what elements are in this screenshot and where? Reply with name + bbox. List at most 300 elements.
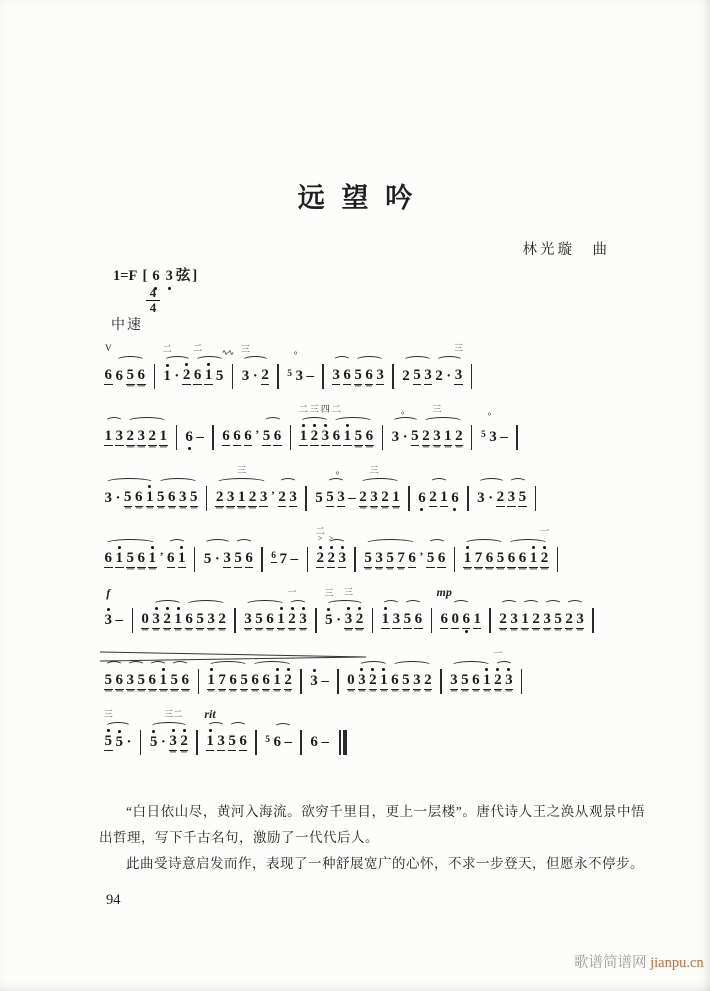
note-digit: 6 bbox=[310, 734, 318, 750]
note-token bbox=[413, 667, 422, 695]
note-digit: 3 bbox=[104, 612, 112, 628]
note-token bbox=[273, 729, 282, 756]
note-token bbox=[337, 484, 346, 512]
note-digit: 1 bbox=[483, 672, 491, 688]
note-token bbox=[137, 667, 146, 695]
fingering-annotation: 二 bbox=[315, 526, 325, 536]
measure bbox=[434, 585, 488, 634]
barline bbox=[471, 364, 472, 389]
note-token bbox=[162, 344, 172, 390]
barline bbox=[305, 486, 306, 511]
measure bbox=[471, 484, 533, 512]
note-token bbox=[203, 546, 212, 573]
note-token bbox=[510, 606, 519, 634]
slur-arc bbox=[509, 478, 527, 487]
note-token bbox=[146, 484, 155, 512]
note-digit: 6 bbox=[167, 550, 175, 566]
note-token bbox=[493, 648, 503, 695]
note-token bbox=[137, 362, 146, 390]
key-label: 1=F bbox=[113, 268, 137, 284]
slur-arc bbox=[149, 661, 167, 670]
note-digit: – bbox=[321, 734, 329, 750]
note-token bbox=[354, 362, 363, 390]
note-digit: 6 bbox=[418, 490, 426, 506]
slur-arc bbox=[186, 600, 226, 609]
note-digit: 2 bbox=[284, 672, 292, 688]
note-token bbox=[437, 545, 446, 573]
note-token bbox=[152, 606, 161, 634]
note-digit: 3 bbox=[207, 611, 215, 627]
note-token bbox=[245, 545, 254, 573]
note-digit: 6 bbox=[185, 611, 193, 627]
note-digit: 3 bbox=[259, 489, 268, 505]
barline bbox=[535, 486, 536, 511]
note-digit: – bbox=[196, 429, 204, 445]
note-token bbox=[444, 423, 453, 451]
note-token bbox=[204, 362, 213, 390]
measure bbox=[98, 484, 204, 512]
note-digit: 3 bbox=[152, 611, 160, 627]
note-token bbox=[207, 606, 216, 634]
dynamic-marking: rit bbox=[204, 707, 216, 721]
note-digit: 5 bbox=[402, 672, 410, 688]
slur-arc bbox=[229, 722, 247, 731]
note-token bbox=[429, 484, 438, 512]
note-digit: 2 bbox=[148, 428, 156, 444]
measure bbox=[457, 526, 555, 573]
note-token bbox=[419, 547, 424, 573]
time-signature bbox=[146, 287, 160, 314]
barline bbox=[322, 364, 323, 389]
note-digit: 1 bbox=[159, 428, 167, 444]
octave-dot-high bbox=[152, 730, 155, 733]
note-digit: 3 bbox=[115, 428, 123, 444]
note-digit: 5 bbox=[126, 550, 134, 566]
score-line bbox=[98, 526, 673, 573]
measure bbox=[341, 667, 439, 695]
measure bbox=[396, 343, 469, 390]
note-digit: 0 bbox=[141, 611, 149, 627]
note-token bbox=[347, 667, 356, 695]
note-digit: 3 bbox=[358, 672, 366, 688]
note-token bbox=[411, 423, 420, 451]
note-token bbox=[244, 606, 253, 634]
note-token bbox=[408, 545, 417, 573]
note-token bbox=[364, 545, 373, 573]
harmonic-icon: ° bbox=[400, 410, 405, 420]
note-digit: 3 bbox=[289, 489, 297, 505]
page-title: 远望吟 bbox=[297, 183, 429, 213]
note-digit: 6 bbox=[245, 550, 253, 566]
note-token bbox=[454, 343, 464, 390]
note-token bbox=[565, 606, 574, 634]
measure bbox=[385, 404, 469, 451]
note-digit: 6 bbox=[266, 611, 274, 627]
note-digit: 2 bbox=[402, 368, 410, 384]
note-digit: 1 bbox=[273, 672, 281, 688]
note-token bbox=[500, 424, 509, 451]
program-notes bbox=[99, 799, 645, 877]
measure bbox=[265, 546, 305, 573]
note-token bbox=[359, 484, 368, 512]
measure bbox=[293, 404, 380, 451]
note-token bbox=[190, 484, 199, 512]
note-token bbox=[237, 465, 247, 512]
note-digit: 3 bbox=[226, 489, 235, 505]
note-digit: 3 bbox=[126, 672, 134, 688]
slur-arc bbox=[300, 417, 329, 426]
slur-arc bbox=[116, 356, 145, 365]
note-token bbox=[126, 545, 135, 573]
note-digit: 2 bbox=[435, 368, 443, 384]
dynamic-marking: f bbox=[106, 586, 111, 600]
note-token bbox=[180, 728, 189, 756]
note-digit: · bbox=[402, 429, 408, 445]
dynamic-marking: mp bbox=[436, 585, 452, 599]
program-note-paragraph: “白日依山尽，黄河入海流。欲穷千里目，更上一层楼”。唐代诗人王之涣从观景中悟出哲理，写下千古名句，激励了一代代后人。 bbox=[99, 804, 645, 845]
fingering-annotation: 三 bbox=[324, 588, 334, 598]
measure bbox=[444, 648, 520, 695]
note-token bbox=[485, 545, 494, 573]
measure bbox=[201, 667, 299, 695]
note-token bbox=[103, 709, 113, 756]
note-token bbox=[331, 404, 341, 451]
fingering-annotation: 二 bbox=[298, 404, 308, 414]
note-digit: 3 bbox=[507, 489, 516, 505]
note-digit: 6 bbox=[135, 489, 143, 505]
note-token bbox=[336, 607, 342, 634]
note-token bbox=[326, 470, 340, 512]
note-token bbox=[273, 423, 282, 451]
note-token bbox=[126, 667, 135, 695]
score-line bbox=[98, 465, 673, 512]
note-digit: 3 bbox=[299, 611, 307, 627]
measure bbox=[235, 344, 275, 390]
barline bbox=[300, 730, 301, 755]
note-token bbox=[196, 606, 205, 634]
note-token bbox=[157, 484, 166, 512]
slur-arc bbox=[392, 417, 419, 426]
note-token bbox=[375, 545, 384, 573]
note-token bbox=[391, 667, 400, 695]
note-digit: 6 bbox=[462, 611, 470, 627]
slur-arc bbox=[544, 600, 562, 609]
note-token bbox=[521, 606, 530, 634]
slur-arc bbox=[355, 356, 384, 365]
note-token bbox=[244, 423, 253, 451]
barline bbox=[408, 486, 409, 511]
note-token bbox=[215, 484, 224, 512]
harmonic-icon: ° bbox=[293, 350, 298, 360]
slur-arc bbox=[105, 539, 156, 548]
octave-dot-high bbox=[319, 546, 322, 549]
note-digit: 2 bbox=[422, 428, 430, 444]
barline bbox=[206, 486, 207, 511]
note-token bbox=[320, 404, 330, 451]
watermark-domain: jianpu.cn bbox=[650, 955, 704, 971]
note-digit: 5 bbox=[104, 672, 112, 688]
note-digit: 5 bbox=[149, 734, 158, 750]
note-digit: 5 bbox=[364, 550, 372, 566]
measure bbox=[197, 545, 259, 573]
note-digit: 3 bbox=[344, 611, 353, 627]
note-digit: 1 bbox=[392, 489, 400, 505]
note-digit: 6 bbox=[437, 550, 446, 566]
note-token bbox=[424, 667, 433, 695]
note-digit: · bbox=[336, 612, 342, 628]
note-token bbox=[413, 362, 422, 390]
note-token bbox=[424, 362, 433, 390]
note-token bbox=[343, 587, 353, 634]
measure bbox=[143, 709, 194, 756]
note-digit: · bbox=[126, 734, 132, 750]
note-token bbox=[289, 484, 298, 512]
note-token bbox=[104, 423, 113, 451]
barline bbox=[557, 547, 558, 572]
fingering-annotation: 四 bbox=[320, 404, 330, 414]
note-digit: 2 bbox=[215, 489, 224, 505]
barline bbox=[234, 608, 235, 633]
note-token bbox=[217, 728, 226, 756]
note-digit: 6 bbox=[391, 672, 399, 688]
note-digit: 5 bbox=[190, 489, 198, 505]
note-token bbox=[265, 730, 271, 756]
barline bbox=[471, 425, 472, 450]
note-token bbox=[135, 484, 144, 512]
note-token bbox=[164, 709, 183, 756]
octave-dot-high bbox=[107, 608, 110, 611]
note-digit: 6 bbox=[137, 550, 145, 566]
note-digit: 2 bbox=[327, 550, 335, 566]
note-token bbox=[215, 348, 234, 390]
page-number: 94 bbox=[106, 892, 121, 908]
note-token bbox=[518, 484, 527, 512]
note-token bbox=[380, 667, 389, 695]
note-digit: 6 bbox=[233, 428, 241, 444]
note-token bbox=[343, 362, 352, 390]
note-digit: 2 bbox=[359, 489, 367, 505]
note-digit: 5 bbox=[137, 672, 145, 688]
slur-arc bbox=[153, 600, 182, 609]
note-digit: 6 bbox=[507, 550, 516, 566]
slur-arc bbox=[382, 600, 400, 609]
note-token bbox=[315, 485, 324, 512]
slur-arc bbox=[216, 478, 267, 487]
slur-arc bbox=[208, 661, 248, 670]
note-digit: 3 bbox=[413, 672, 421, 688]
note-digit: 6 bbox=[115, 368, 123, 384]
note-token bbox=[403, 606, 412, 634]
note-token bbox=[532, 606, 541, 634]
note-digit: 1 bbox=[237, 489, 246, 505]
measure bbox=[304, 668, 336, 695]
note-digit: 5 bbox=[170, 672, 178, 688]
note-token bbox=[115, 667, 124, 695]
note-digit: 1 bbox=[381, 611, 390, 627]
measure bbox=[98, 709, 138, 756]
slur-arc bbox=[195, 356, 224, 365]
fingering-annotation: 三 bbox=[309, 404, 319, 414]
note-token bbox=[386, 545, 395, 573]
note-token bbox=[473, 606, 482, 634]
note-token bbox=[343, 423, 352, 451]
note-token bbox=[432, 404, 442, 451]
slur-arc bbox=[464, 539, 504, 548]
note-token bbox=[365, 423, 374, 451]
slur-arc bbox=[245, 600, 285, 609]
note-token bbox=[233, 423, 242, 451]
note-token bbox=[381, 606, 390, 634]
tempo-marking: 中速 bbox=[111, 318, 143, 333]
note-token bbox=[261, 362, 270, 390]
note-digit: 6 bbox=[222, 428, 230, 444]
note-digit: 5 bbox=[554, 611, 562, 627]
slur-arc bbox=[495, 661, 513, 670]
note-digit: 5 bbox=[325, 612, 333, 628]
note-digit: 2 bbox=[182, 367, 191, 383]
note-digit: 6 bbox=[115, 672, 123, 688]
note-token bbox=[255, 425, 260, 451]
note-token bbox=[358, 667, 367, 695]
note-token bbox=[463, 545, 472, 573]
note-digit: 3 bbox=[241, 368, 250, 384]
slur-arc bbox=[127, 417, 167, 426]
note-token bbox=[115, 607, 124, 634]
barline bbox=[354, 547, 355, 572]
note-digit: 1 bbox=[174, 611, 182, 627]
note-digit: 6 bbox=[239, 733, 247, 749]
note-digit: 2 bbox=[424, 672, 432, 688]
note-token bbox=[234, 545, 243, 573]
note-digit: 3 bbox=[217, 733, 225, 749]
slur-arc bbox=[452, 600, 470, 609]
note-token bbox=[483, 667, 492, 695]
note-digit: ’ bbox=[159, 549, 164, 563]
note-digit: 1 bbox=[206, 733, 214, 749]
note-digit: ’ bbox=[255, 427, 260, 441]
note-digit: 2 bbox=[163, 611, 171, 627]
note-token bbox=[496, 545, 505, 573]
note-digit: 7 bbox=[218, 672, 226, 688]
slur-arc bbox=[289, 600, 307, 609]
slur-arc bbox=[164, 356, 191, 365]
note-digit: 6 bbox=[251, 672, 259, 688]
note-token bbox=[543, 606, 552, 634]
bracket-right: ] bbox=[192, 268, 198, 284]
note-digit: 2 bbox=[532, 611, 540, 627]
note-token bbox=[355, 606, 364, 634]
note-token bbox=[204, 707, 216, 756]
note-token bbox=[554, 606, 563, 634]
note-token bbox=[174, 363, 180, 390]
measure bbox=[209, 465, 303, 512]
note-digit: 2 bbox=[278, 489, 286, 505]
note-digit: 2 bbox=[261, 367, 269, 383]
note-digit: 5 bbox=[403, 611, 412, 627]
note-digit: 1 bbox=[473, 611, 481, 627]
note-digit: 6 bbox=[271, 551, 277, 561]
score-line bbox=[98, 585, 673, 634]
note-digit: 5 bbox=[255, 611, 263, 627]
note-token bbox=[262, 667, 271, 695]
slur-arc bbox=[105, 417, 123, 426]
note-token bbox=[284, 667, 293, 695]
note-digit: 5 bbox=[461, 672, 469, 688]
octave-dot-low bbox=[188, 447, 191, 450]
slur-arc bbox=[105, 661, 123, 670]
barline bbox=[521, 669, 522, 694]
measure bbox=[179, 424, 211, 451]
note-token bbox=[252, 363, 258, 390]
note-digit: 5 bbox=[126, 367, 134, 383]
note-digit: 1 bbox=[277, 611, 285, 627]
slur-arc bbox=[365, 539, 416, 548]
note-digit: 5 bbox=[480, 430, 486, 440]
note-digit: 5 bbox=[240, 672, 248, 688]
note-token bbox=[104, 667, 113, 695]
octave-dot-high bbox=[151, 546, 154, 549]
note-digit: 1 bbox=[204, 367, 213, 383]
note-digit: 5 bbox=[196, 611, 204, 627]
note-digit: 3 bbox=[391, 429, 400, 445]
note-digit: 3 bbox=[169, 733, 177, 749]
note-digit: 2 bbox=[540, 550, 549, 566]
note-digit: 1 bbox=[104, 428, 112, 444]
note-token bbox=[426, 545, 435, 573]
barline bbox=[467, 486, 468, 511]
slur-arc bbox=[326, 600, 364, 609]
note-digit: 6 bbox=[104, 550, 112, 566]
watermark bbox=[574, 951, 704, 972]
note-digit: 5 bbox=[215, 368, 224, 384]
barline bbox=[489, 608, 490, 633]
note-digit: 3 bbox=[510, 611, 518, 627]
fingering-annotation: 二 bbox=[331, 404, 341, 414]
note-digit: 5 bbox=[354, 367, 362, 383]
note-digit: – bbox=[306, 368, 314, 384]
measure bbox=[157, 343, 234, 390]
fingering-annotation: 三 bbox=[432, 404, 442, 414]
note-digit: ’ bbox=[270, 488, 275, 502]
note-token bbox=[104, 343, 113, 390]
note-token bbox=[529, 545, 538, 573]
note-token bbox=[277, 606, 286, 634]
note-token bbox=[402, 667, 411, 695]
note-token bbox=[369, 667, 378, 695]
slur-arc bbox=[105, 722, 131, 731]
fingering-annotation: 三二 bbox=[164, 709, 183, 719]
fingering-annotation: 三 bbox=[237, 465, 247, 475]
note-digit: 3 bbox=[505, 672, 513, 688]
note-digit: 2 bbox=[496, 489, 505, 505]
note-token bbox=[462, 606, 471, 634]
note-digit: 5 bbox=[265, 735, 270, 745]
note-token bbox=[262, 423, 271, 451]
octave-dot-high bbox=[543, 546, 546, 549]
note-digit: 3 bbox=[337, 489, 345, 505]
fingering-annotation: 二 bbox=[193, 343, 203, 353]
slur-arc bbox=[274, 723, 292, 732]
note-digit: 3 bbox=[454, 367, 463, 383]
note-digit: 6 bbox=[451, 490, 459, 506]
slur-arc bbox=[158, 478, 198, 487]
measure bbox=[412, 484, 466, 512]
note-digit: 5 bbox=[413, 367, 421, 383]
slur-arc bbox=[264, 417, 282, 426]
note-digit: · bbox=[446, 368, 452, 384]
program-note-paragraph: 此曲受诗意启发而作，表现了一种舒展宽广的心怀，不求一步登天，但愿永不停步。 bbox=[126, 856, 644, 871]
note-digit: 3 bbox=[450, 672, 458, 688]
